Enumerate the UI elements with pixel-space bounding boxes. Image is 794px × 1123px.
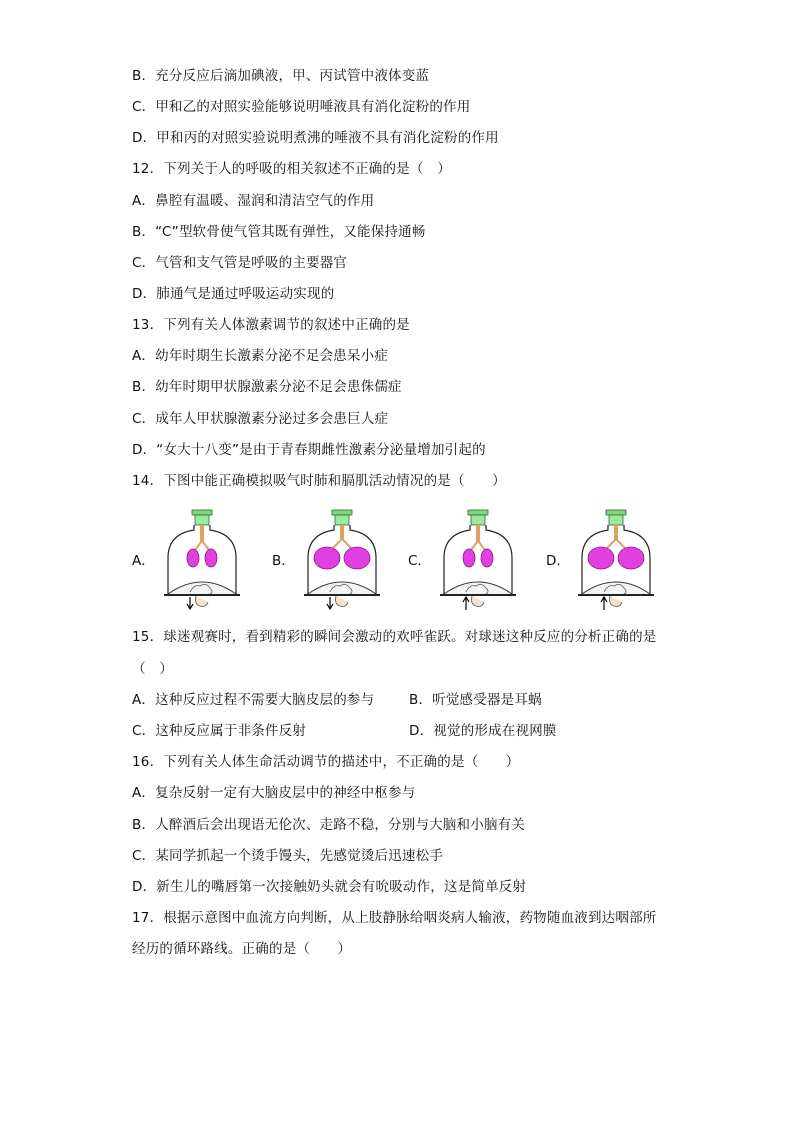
q15-stem-line2: （ ） bbox=[132, 661, 174, 677]
left-lung-icon bbox=[463, 549, 475, 567]
q16-stem: 16．下列有关人体生命活动调节的描述中，不正确的是（ ） bbox=[132, 754, 520, 770]
q15-option-c: C．这种反应属于非条件反射 bbox=[132, 723, 307, 739]
left-lung-icon bbox=[314, 547, 340, 569]
q15-option-b: B．听觉感受器是耳蜗 bbox=[409, 692, 542, 708]
right-lung-icon bbox=[344, 547, 370, 569]
q14-stem: 14．下图中能正确模拟吸气时肺和膈肌活动情况的是（ ） bbox=[132, 473, 506, 489]
q16-option-b: B．人醉酒后会出现语无伦次、走路不稳，分别与大脑和小脑有关 bbox=[132, 817, 526, 833]
left-lung-icon bbox=[588, 547, 614, 569]
bell-jar-diagram-d bbox=[576, 508, 656, 614]
q11-option-c: C．甲和乙的对照实验能够说明唾液具有消化淀粉的作用 bbox=[132, 99, 471, 115]
q13-option-b: B．幼年时期甲状腺激素分泌不足会患侏儒症 bbox=[132, 379, 402, 395]
q12-option-c: C．气管和支气管是呼吸的主要器官 bbox=[132, 255, 348, 271]
q16-option-a: A．复杂反射一定有大脑皮层中的神经中枢参与 bbox=[132, 785, 416, 801]
q17-stem-line1: 17．根据示意图中血流方向判断，从上肢静脉给咽炎病人输液，药物随血液到达咽部所 bbox=[132, 910, 657, 926]
q13-option-a: A．幼年时期生长激素分泌不足会患呆小症 bbox=[132, 348, 389, 364]
bell-jar-diagram-c bbox=[438, 508, 518, 614]
q14-figure-d bbox=[546, 508, 686, 614]
q17-stem-line2: 经历的循环路线。正确的是（ ） bbox=[132, 941, 352, 957]
q11-option-d: D．甲和丙的对照实验说明煮沸的唾液不具有消化淀粉的作用 bbox=[132, 130, 499, 146]
q11-option-b: B．充分反应后滴加碘液，甲、丙试管中液体变蓝 bbox=[132, 68, 430, 84]
bell-jar-diagram-a bbox=[162, 508, 242, 614]
right-lung-icon bbox=[481, 549, 493, 567]
q14-figure-b-label: B． bbox=[272, 553, 295, 569]
q13-stem: 13．下列有关人体激素调节的叙述中正确的是 bbox=[132, 317, 410, 333]
q14-figure-row bbox=[132, 508, 692, 614]
q14-figure-b bbox=[272, 508, 412, 614]
q15-stem-line1: 15．球迷观赛时，看到精彩的瞬间会激动的欢呼雀跃。对球迷这种反应的分析正确的是 bbox=[132, 629, 657, 645]
q12-stem: 12．下列关于人的呼吸的相关叙述不正确的是（ ） bbox=[132, 161, 451, 177]
q15-option-d: D．视觉的形成在视网膜 bbox=[409, 723, 557, 739]
q16-option-d: D．新生儿的嘴唇第一次接触奶头就会有吮吸动作，这是简单反射 bbox=[132, 879, 527, 895]
q14-figure-d-label: D． bbox=[546, 553, 570, 569]
q14-figure-a bbox=[132, 508, 272, 614]
q12-option-d: D．肺通气是通过呼吸运动实现的 bbox=[132, 286, 335, 302]
q13-option-c: C．成年人甲状腺激素分泌过多会患巨人症 bbox=[132, 411, 389, 427]
q14-figure-c bbox=[408, 508, 548, 614]
right-lung-icon bbox=[618, 547, 644, 569]
q12-option-a: A．鼻腔有温暖、湿润和清洁空气的作用 bbox=[132, 193, 375, 209]
q15-option-a: A．这种反应过程不需要大脑皮层的参与 bbox=[132, 692, 375, 708]
left-lung-icon bbox=[187, 549, 199, 567]
q16-option-c: C．某同学抓起一个烫手馒头，先感觉烫后迅速松手 bbox=[132, 848, 444, 864]
bell-jar-diagram-b bbox=[302, 508, 382, 614]
q14-figure-c-label: C． bbox=[408, 553, 431, 569]
q14-figure-a-label: A． bbox=[132, 553, 155, 569]
q12-option-b: B．“C”型软骨使气管其既有弹性，又能保持通畅 bbox=[132, 224, 426, 240]
q13-option-d: D．“女大十八变”是由于青春期雌性激素分泌量增加引起的 bbox=[132, 442, 486, 458]
right-lung-icon bbox=[205, 549, 217, 567]
